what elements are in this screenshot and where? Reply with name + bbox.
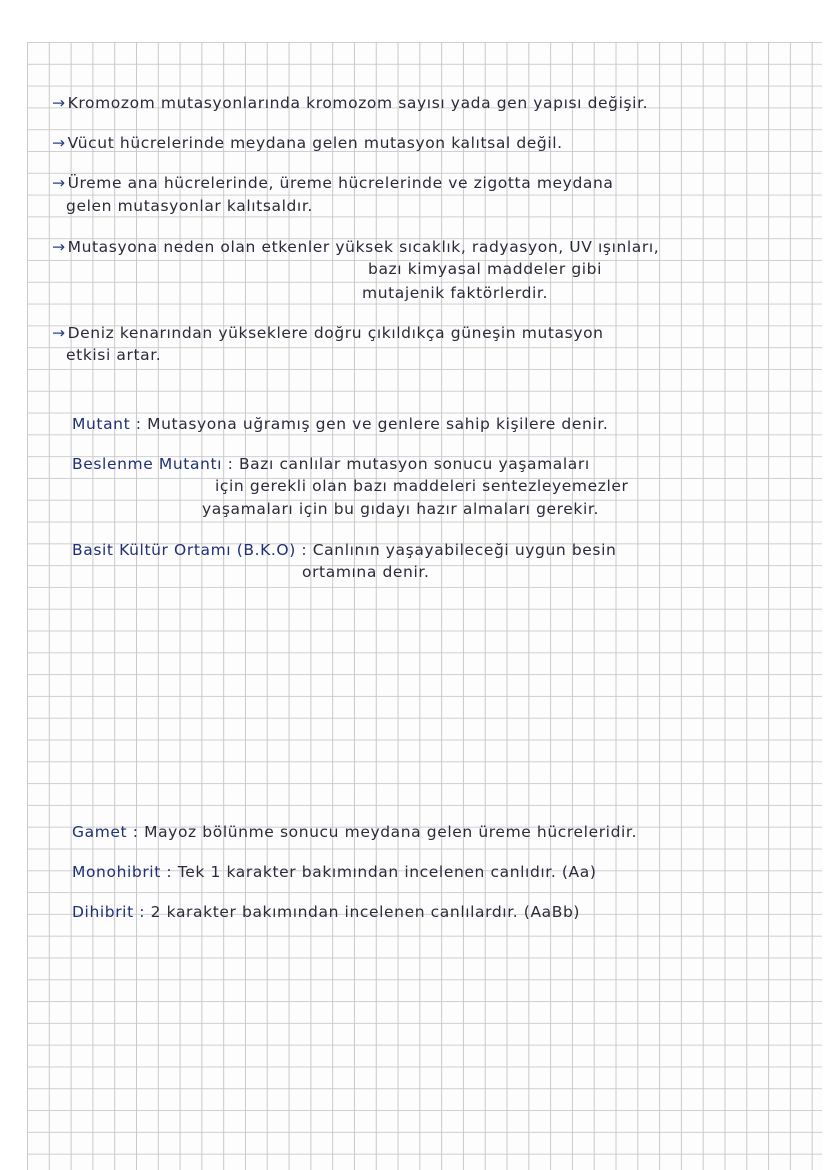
- definition-basit-kultur-ortami: [72, 540, 616, 560]
- definition-text: Canlının yaşayabileceği uygun besin: [312, 541, 617, 559]
- note-bullet-4-cont-1: bazı kimyasal maddeler gibi: [368, 260, 603, 278]
- definition-term: Gamet :: [72, 823, 139, 841]
- definition-text: 2 karakter bakımından incelenen canlılardır. (AaBb): [150, 903, 581, 921]
- arrow-right-icon: →: [52, 174, 66, 192]
- note-bullet-2: [52, 133, 563, 153]
- note-text: Vücut hücrelerinde meydana gelen mutasyon kalıtsal değil.: [67, 134, 563, 152]
- note-bullet-4-cont-2: mutajenik faktörlerdir.: [362, 284, 549, 302]
- note-bullet-4: [52, 237, 659, 257]
- note-text: Kromozom mutasyonlarında kromozom sayısı yada gen yapısı değişir.: [67, 94, 649, 112]
- definition-term: Mutant :: [72, 415, 142, 433]
- note-bullet-5: [52, 323, 604, 343]
- arrow-right-icon: →: [52, 324, 66, 342]
- note-bullet-3-cont: gelen mutasyonlar kalıtsaldır.: [66, 197, 313, 215]
- note-text: Deniz kenarından yükseklere doğru çıkıldıkça güneşin mutasyon: [67, 324, 604, 342]
- definition-basit-kultur-ortami-cont: ortamına denir.: [302, 563, 430, 581]
- arrow-right-icon: →: [52, 238, 66, 256]
- note-text: Mutasyona neden olan etkenler yüksek sıcaklık, radyasyon, UV ışınları,: [67, 238, 660, 256]
- note-bullet-5-cont: etkisi artar.: [66, 346, 162, 364]
- note-bullet-1: [52, 93, 648, 113]
- note-bullet-3: [52, 173, 614, 193]
- arrow-right-icon: →: [52, 134, 66, 152]
- definition-text: Mutasyona uğramış gen ve genlere sahip kişilere denir.: [147, 415, 609, 433]
- arrow-right-icon: →: [52, 94, 66, 112]
- definition-beslenme-mutanti-cont-2: yaşamaları için bu gıdayı hazır almaları gerekir.: [202, 500, 599, 518]
- definition-text: Bazı canlılar mutasyon sonucu yaşamaları: [238, 455, 590, 473]
- definition-term: Monohibrit :: [72, 863, 173, 881]
- definition-gamet: [72, 822, 637, 842]
- note-text: Üreme ana hücrelerinde, üreme hücrelerinde ve zigotta meydana: [67, 174, 614, 192]
- definition-mutant: [72, 414, 608, 434]
- definition-term: Basit Kültür Ortamı (B.K.O) :: [72, 541, 308, 559]
- definition-beslenme-mutanti-cont-1: için gerekli olan bazı maddeleri sentezleyemezler: [215, 477, 629, 495]
- definition-term: Beslenme Mutantı :: [72, 455, 234, 473]
- definition-text: Tek 1 karakter bakımından incelenen canlıdır. (Aa): [177, 863, 597, 881]
- definition-dihibrit: [72, 902, 580, 922]
- definition-term: Dihibrit :: [72, 903, 146, 921]
- definition-monohibrit: [72, 862, 596, 882]
- definition-text: Mayoz bölünme sonucu meydana gelen üreme hücreleridir.: [144, 823, 638, 841]
- definition-beslenme-mutanti: [72, 454, 590, 474]
